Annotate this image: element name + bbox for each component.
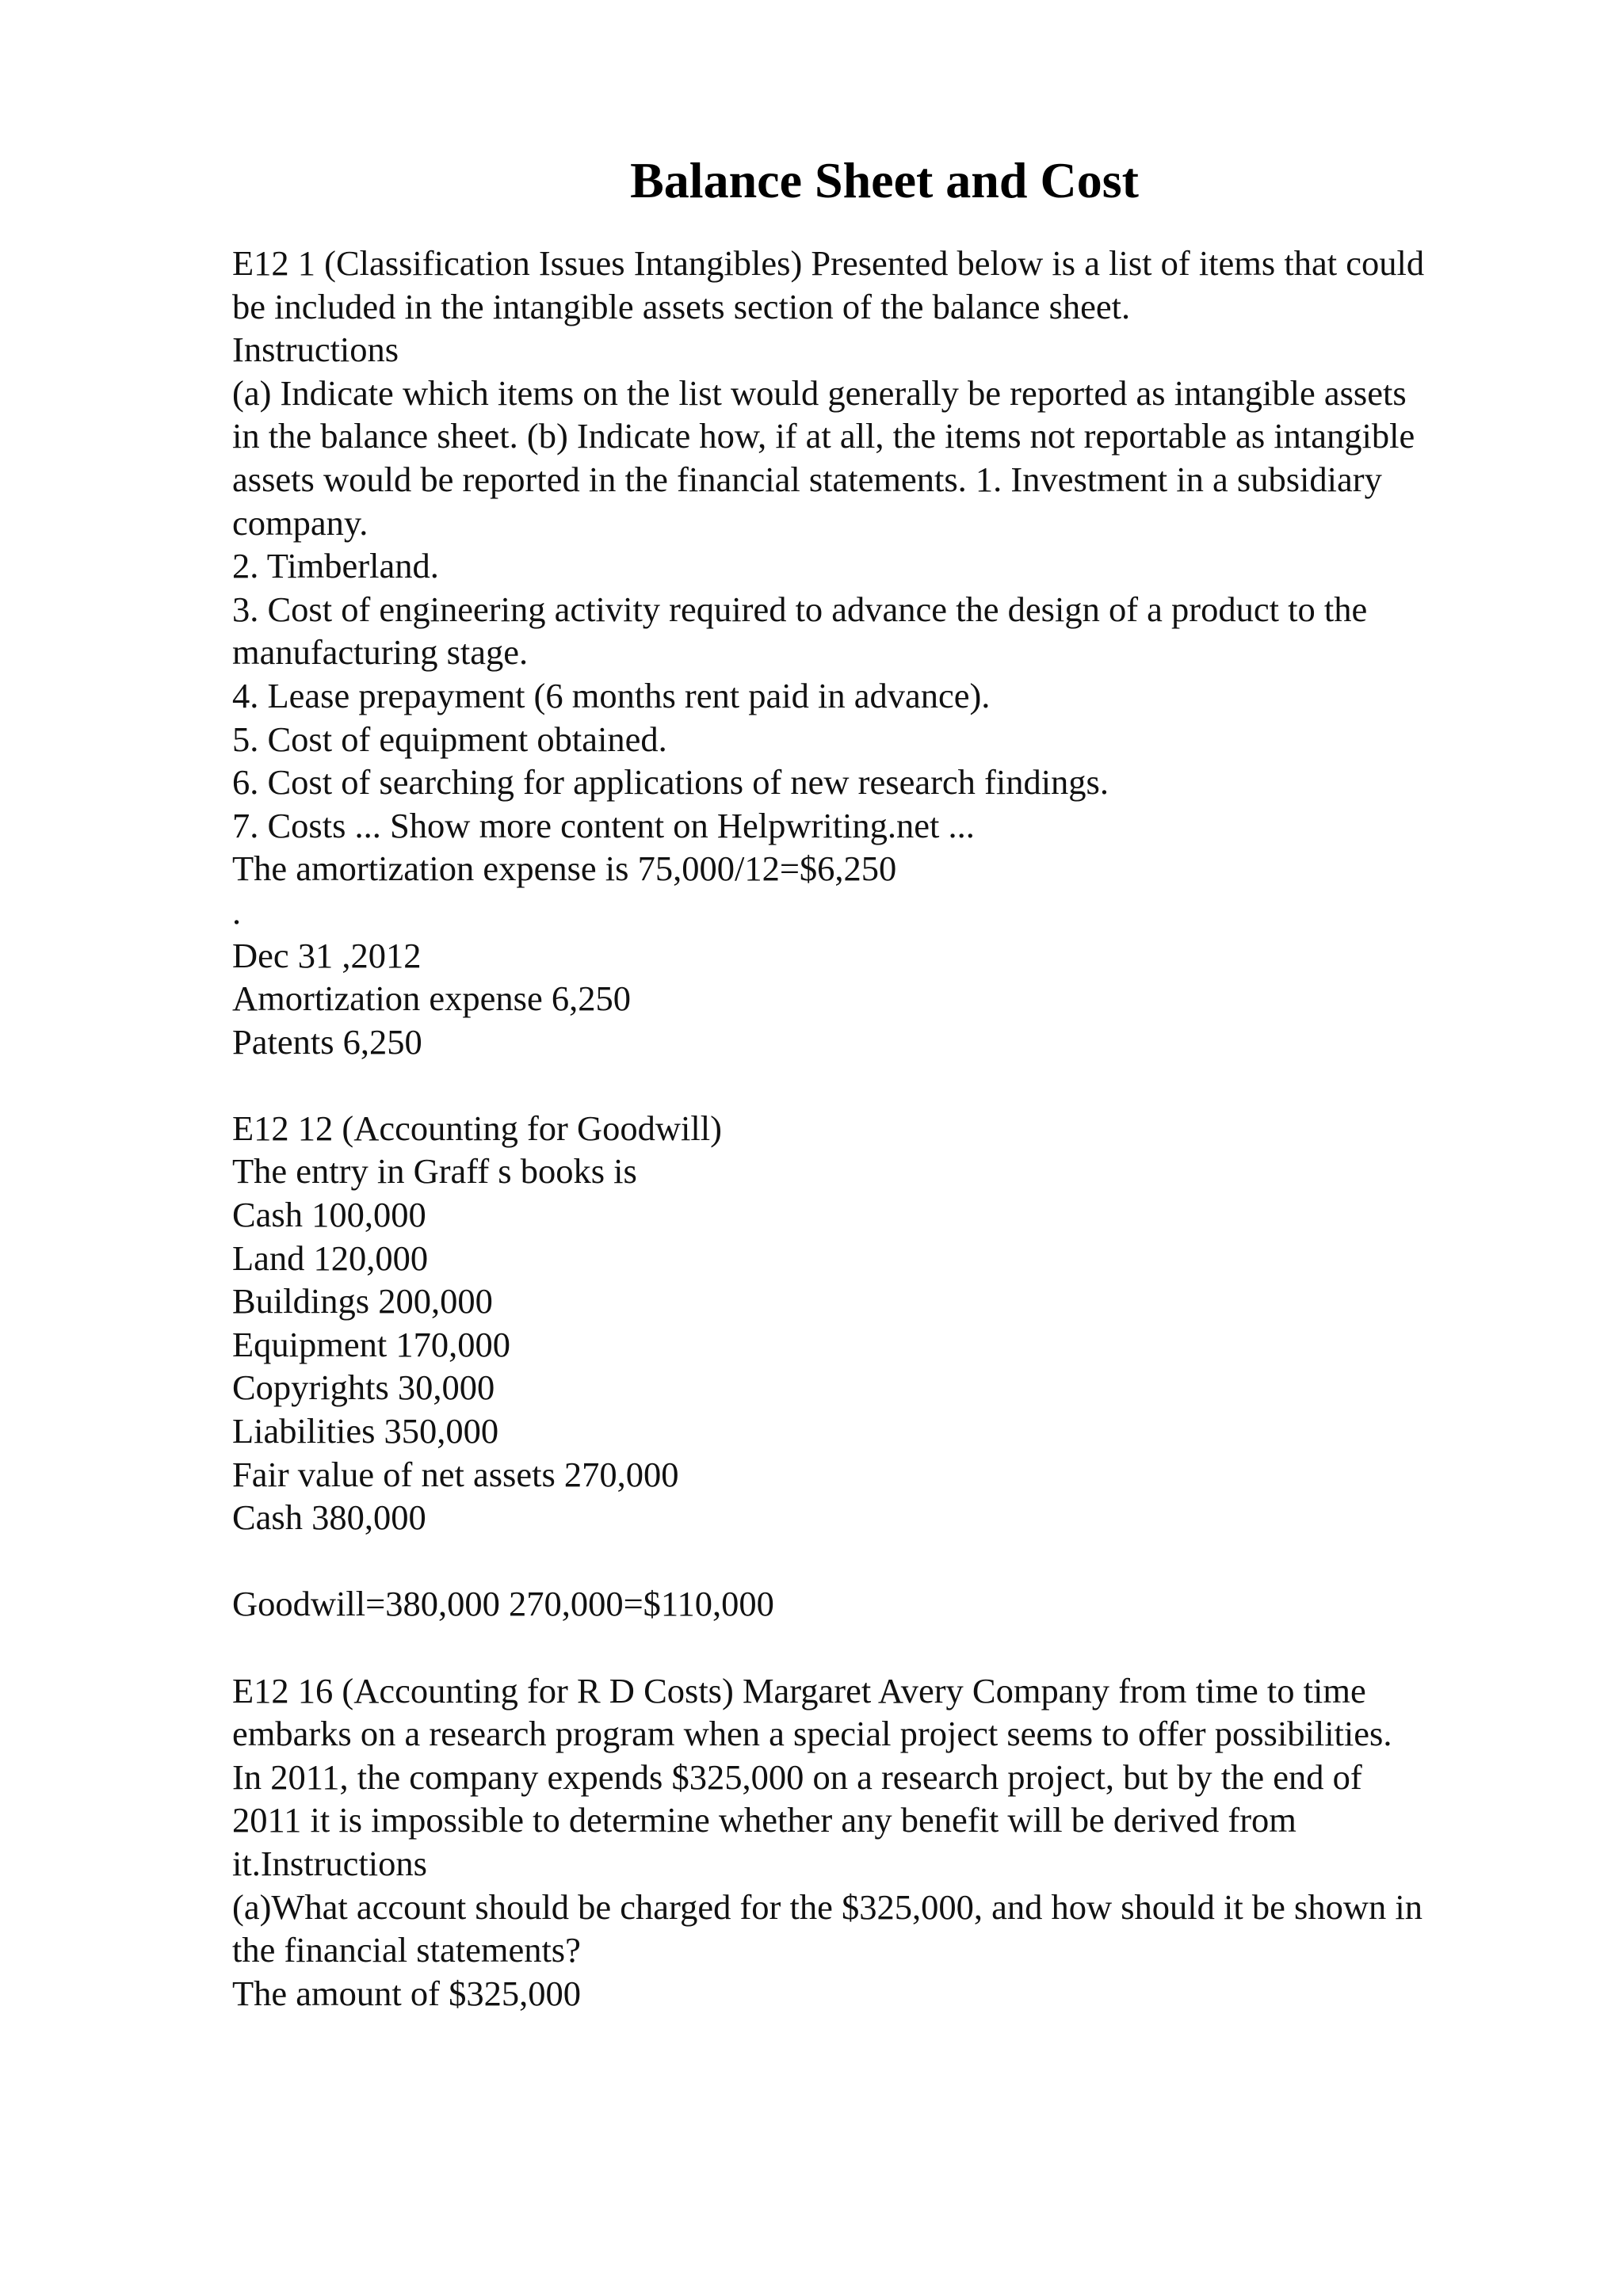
blank-line <box>232 1063 1579 1107</box>
body-line: Patents 6,250 <box>232 1021 422 1062</box>
body-line: 5. Cost of equipment obtained. <box>232 719 667 759</box>
body-line: Equipment 170,000 <box>232 1324 511 1364</box>
body-line: Goodwill=380,000 270,000=$110,000 <box>232 1584 774 1624</box>
body-line: Copyrights 30,000 <box>232 1367 495 1408</box>
body-line: 6. Cost of searching for applications of new research findings. <box>232 762 1109 803</box>
body-line: 3. Cost of engineering activity required to advance the design of a product to the <box>232 589 1368 629</box>
body-line: The amortization expense is 75,000/12=$6,250 <box>232 849 897 889</box>
body-line: company. <box>232 502 369 543</box>
body-line: E12 1 (Classification Issues Intangibles) Presented below is a list of items that could <box>232 243 1425 283</box>
body-line: Buildings 200,000 <box>232 1281 493 1322</box>
body-line: embarks on a research program when a special project seems to offer possibilities. <box>232 1714 1392 1754</box>
document-title: Balance Sheet and Cost <box>630 152 1139 208</box>
body-line: In 2011, the company expends $325,000 on a research project, but by the end of <box>232 1756 1362 1797</box>
blank-line <box>232 1626 1579 1669</box>
body-line: . <box>232 891 242 932</box>
body-line: assets would be reported in the financial statements. 1. Investment in a subsidiary <box>232 459 1382 499</box>
body-line: Fair value of net assets 270,000 <box>232 1454 679 1494</box>
body-line: The entry in Graff s books is <box>232 1151 637 1192</box>
body-line: Instructions <box>232 330 399 370</box>
document-body <box>232 242 1579 2015</box>
show-more-line: 7. Costs ... Show more content on Helpwriting.net ... <box>232 805 975 845</box>
body-line: Cash 380,000 <box>232 1497 426 1538</box>
body-line: The amount of $325,000 <box>232 1973 581 2013</box>
body-line: (a)What account should be charged for the $325,000, and how should it be shown in <box>232 1886 1423 1927</box>
body-line: it.Instructions <box>232 1843 427 1883</box>
body-line: 2011 it is impossible to determine whether any benefit will be derived from <box>232 1800 1296 1840</box>
body-line: Cash 100,000 <box>232 1195 426 1235</box>
section-heading: E12 12 (Accounting for Goodwill) <box>232 1108 722 1148</box>
blank-line <box>232 1539 1579 1583</box>
body-line: 2. Timberland. <box>232 546 439 586</box>
body-line: 4. Lease prepayment (6 months rent paid in advance). <box>232 675 991 715</box>
body-line: in the balance sheet. (b) Indicate how, if at all, the items not reportable as intangible <box>232 416 1415 456</box>
body-line: Amortization expense 6,250 <box>232 978 631 1019</box>
body-line: (a) Indicate which items on the list would generally be reported as intangible assets <box>232 372 1407 413</box>
section-heading: E12 16 (Accounting for R D Costs) Margaret Avery Company from time to time <box>232 1670 1366 1711</box>
body-line: Dec 31 ,2012 <box>232 935 422 975</box>
body-line: Liabilities 350,000 <box>232 1411 499 1451</box>
body-line: Land 120,000 <box>232 1238 429 1278</box>
body-line: be included in the intangible assets section of the balance sheet. <box>232 286 1131 326</box>
body-line: the financial statements? <box>232 1930 581 1970</box>
body-line: manufacturing stage. <box>232 632 529 673</box>
